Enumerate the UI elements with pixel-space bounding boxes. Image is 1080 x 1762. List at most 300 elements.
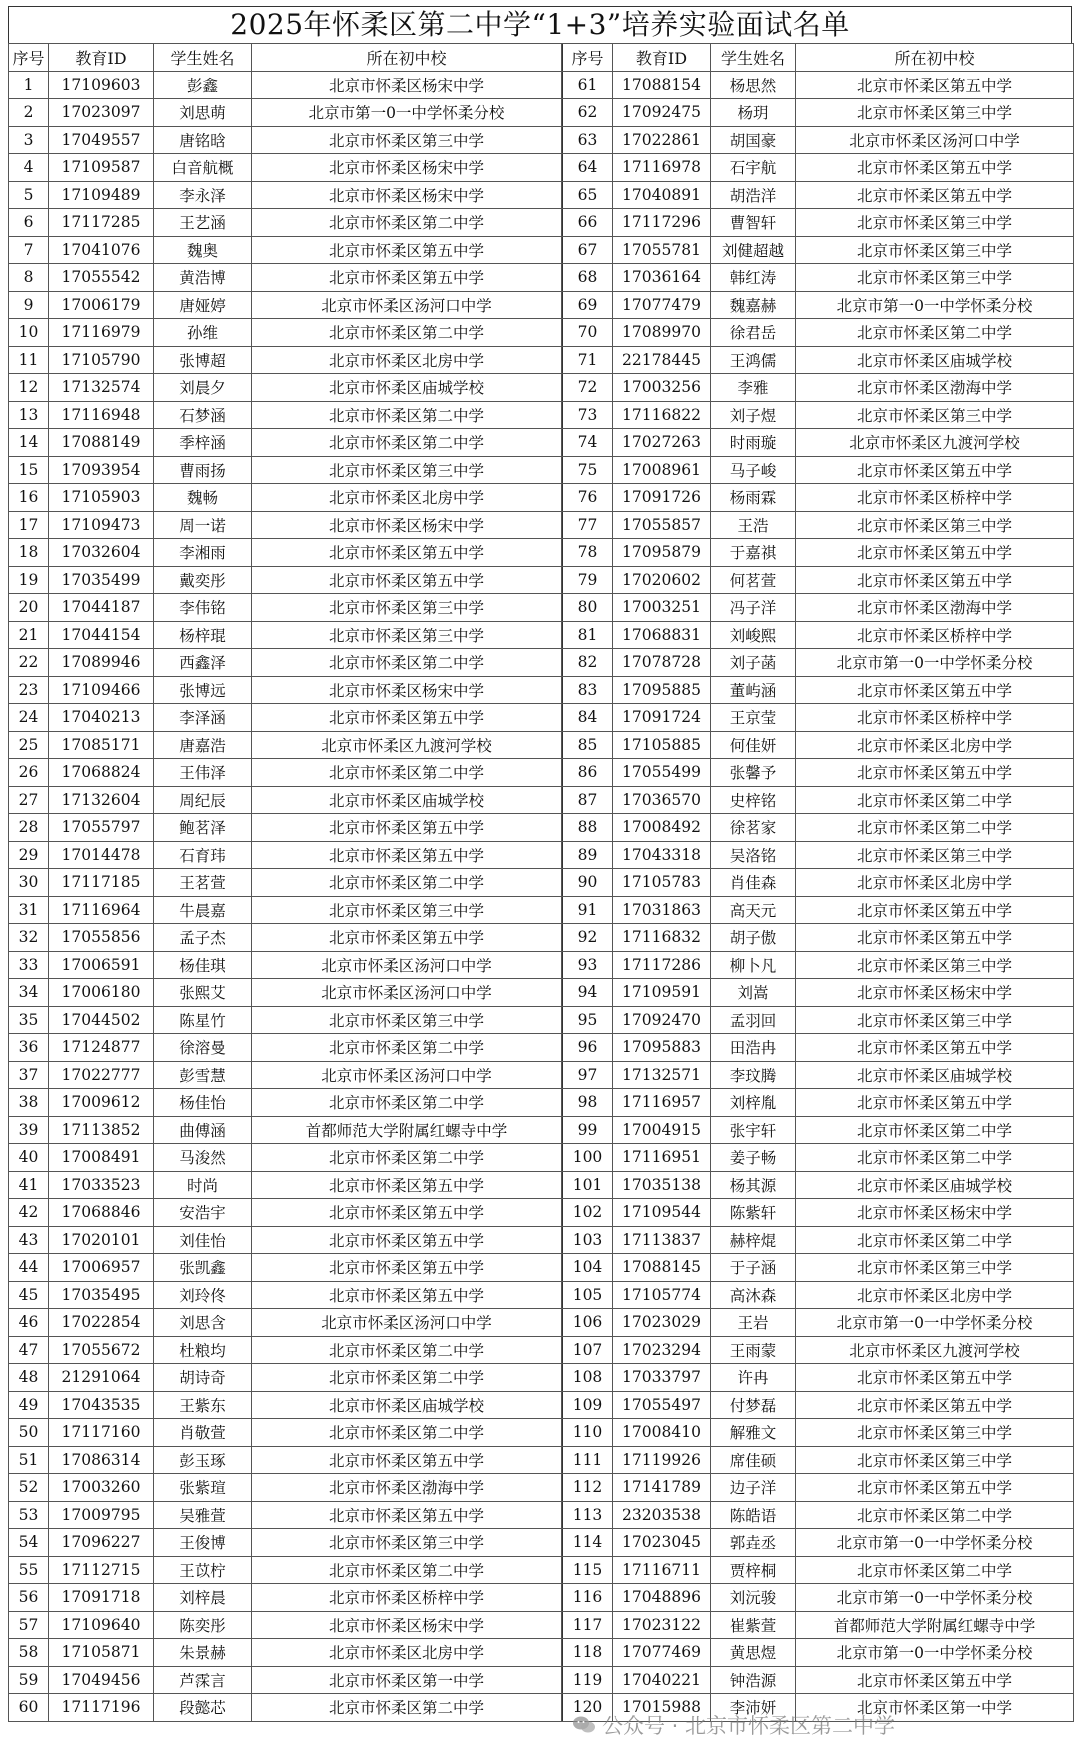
row-index: 107 bbox=[563, 1336, 613, 1364]
edu-id: 17006180 bbox=[49, 979, 154, 1007]
table-row bbox=[563, 484, 1074, 512]
table-row bbox=[9, 1089, 562, 1117]
edu-id: 17117286 bbox=[613, 951, 711, 979]
student-name: 孟子杰 bbox=[154, 924, 252, 952]
table-row bbox=[563, 511, 1074, 539]
table-row bbox=[9, 346, 562, 374]
edu-id: 17105783 bbox=[613, 869, 711, 897]
row-index: 74 bbox=[563, 429, 613, 457]
student-name: 孟羽回 bbox=[711, 1006, 796, 1034]
student-name: 张博远 bbox=[154, 676, 252, 704]
table-row bbox=[563, 841, 1074, 869]
row-index: 48 bbox=[9, 1364, 49, 1392]
school-name: 北京市怀柔区第五中学 bbox=[252, 539, 562, 567]
student-name: 黄思煜 bbox=[711, 1639, 796, 1667]
school-name: 北京市怀柔区第五中学 bbox=[252, 1446, 562, 1474]
student-name: 胡子傲 bbox=[711, 924, 796, 952]
table-row bbox=[563, 264, 1074, 292]
edu-id: 17116979 bbox=[49, 319, 154, 347]
table-row bbox=[9, 566, 562, 594]
student-name: 石育玮 bbox=[154, 841, 252, 869]
student-name: 席佳硕 bbox=[711, 1446, 796, 1474]
table-row bbox=[563, 814, 1074, 842]
table-row bbox=[563, 539, 1074, 567]
header-index: 序号 bbox=[9, 44, 49, 72]
table-row bbox=[9, 1666, 562, 1694]
school-name: 北京市怀柔区第五中学 bbox=[796, 1089, 1074, 1117]
edu-id: 17078728 bbox=[613, 649, 711, 677]
school-name: 北京市怀柔区第三中学 bbox=[796, 209, 1074, 237]
roster-table-left bbox=[8, 43, 562, 1722]
edu-id: 17006591 bbox=[49, 951, 154, 979]
student-name: 胡浩洋 bbox=[711, 181, 796, 209]
table-row bbox=[563, 374, 1074, 402]
school-name: 首都师范大学附属红螺寺中学 bbox=[796, 1611, 1074, 1639]
row-index: 79 bbox=[563, 566, 613, 594]
student-name: 杜粮均 bbox=[154, 1336, 252, 1364]
school-name: 北京市怀柔区第二中学 bbox=[252, 1419, 562, 1447]
school-name: 北京市怀柔区第五中学 bbox=[796, 1034, 1074, 1062]
table-row bbox=[563, 1254, 1074, 1282]
student-name: 郭垚丞 bbox=[711, 1529, 796, 1557]
table-row bbox=[563, 346, 1074, 374]
edu-id: 17132574 bbox=[49, 374, 154, 402]
edu-id: 17132571 bbox=[613, 1061, 711, 1089]
school-name: 北京市怀柔区第二中学 bbox=[252, 1364, 562, 1392]
row-index: 98 bbox=[563, 1089, 613, 1117]
student-name: 刘晨夕 bbox=[154, 374, 252, 402]
student-name: 李雅 bbox=[711, 374, 796, 402]
row-index: 120 bbox=[563, 1694, 613, 1722]
student-name: 史梓铭 bbox=[711, 786, 796, 814]
table-row bbox=[9, 1144, 562, 1172]
edu-id: 17095883 bbox=[613, 1034, 711, 1062]
school-name: 北京市怀柔区第三中学 bbox=[796, 1446, 1074, 1474]
student-name: 姜子畅 bbox=[711, 1144, 796, 1172]
school-name: 北京市怀柔区第五中学 bbox=[796, 154, 1074, 182]
table-row bbox=[563, 401, 1074, 429]
table-row bbox=[563, 1089, 1074, 1117]
table-row bbox=[9, 676, 562, 704]
school-name: 北京市第一0一中学怀柔分校 bbox=[796, 1309, 1074, 1337]
school-name: 北京市怀柔区第二中学 bbox=[796, 1144, 1074, 1172]
edu-id: 17109640 bbox=[49, 1611, 154, 1639]
edu-id: 17105774 bbox=[613, 1281, 711, 1309]
student-name: 陈皓语 bbox=[711, 1501, 796, 1529]
table-row bbox=[9, 539, 562, 567]
table-row bbox=[9, 786, 562, 814]
row-index: 96 bbox=[563, 1034, 613, 1062]
row-index: 115 bbox=[563, 1556, 613, 1584]
row-index: 103 bbox=[563, 1226, 613, 1254]
school-name: 北京市怀柔区第二中学 bbox=[796, 1501, 1074, 1529]
table-row bbox=[9, 979, 562, 1007]
edu-id: 17022854 bbox=[49, 1309, 154, 1337]
table-row bbox=[9, 1309, 562, 1337]
school-name: 北京市怀柔区第二中学 bbox=[252, 1089, 562, 1117]
row-index: 81 bbox=[563, 621, 613, 649]
student-name: 周纪辰 bbox=[154, 786, 252, 814]
student-name: 边子洋 bbox=[711, 1474, 796, 1502]
edu-id: 17023029 bbox=[613, 1309, 711, 1337]
student-name: 唐嘉浩 bbox=[154, 731, 252, 759]
school-name: 北京市怀柔区第二中学 bbox=[796, 786, 1074, 814]
school-name: 北京市怀柔区庙城学校 bbox=[252, 1391, 562, 1419]
edu-id: 17116957 bbox=[613, 1089, 711, 1117]
edu-id: 17033797 bbox=[613, 1364, 711, 1392]
edu-id: 17085171 bbox=[49, 731, 154, 759]
school-name: 北京市怀柔区第五中学 bbox=[796, 539, 1074, 567]
row-index: 45 bbox=[9, 1281, 49, 1309]
edu-id: 17055797 bbox=[49, 814, 154, 842]
table-row bbox=[9, 1419, 562, 1447]
row-index: 87 bbox=[563, 786, 613, 814]
student-name: 赫梓焜 bbox=[711, 1226, 796, 1254]
edu-id: 17035495 bbox=[49, 1281, 154, 1309]
school-name: 北京市怀柔区汤河口中学 bbox=[252, 1061, 562, 1089]
edu-id: 17124877 bbox=[49, 1034, 154, 1062]
school-name: 北京市第一0一中学怀柔分校 bbox=[252, 99, 562, 127]
row-index: 8 bbox=[9, 264, 49, 292]
edu-id: 17008961 bbox=[613, 456, 711, 484]
student-name: 刘梓胤 bbox=[711, 1089, 796, 1117]
row-index: 10 bbox=[9, 319, 49, 347]
student-name: 王伟泽 bbox=[154, 759, 252, 787]
school-name: 北京市怀柔区第五中学 bbox=[796, 759, 1074, 787]
row-index: 88 bbox=[563, 814, 613, 842]
edu-id: 17049557 bbox=[49, 126, 154, 154]
row-index: 104 bbox=[563, 1254, 613, 1282]
table-row bbox=[563, 126, 1074, 154]
edu-id: 17132604 bbox=[49, 786, 154, 814]
student-name: 陈紫轩 bbox=[711, 1199, 796, 1227]
student-name: 李泽涵 bbox=[154, 704, 252, 732]
student-name: 何茗萱 bbox=[711, 566, 796, 594]
row-index: 7 bbox=[9, 236, 49, 264]
edu-id: 17044502 bbox=[49, 1006, 154, 1034]
edu-id: 17109466 bbox=[49, 676, 154, 704]
school-name: 北京市怀柔区渤海中学 bbox=[252, 1474, 562, 1502]
row-index: 82 bbox=[563, 649, 613, 677]
school-name: 北京市怀柔区庙城学校 bbox=[796, 1061, 1074, 1089]
school-name: 北京市怀柔区第二中学 bbox=[252, 401, 562, 429]
student-name: 于嘉祺 bbox=[711, 539, 796, 567]
table-row bbox=[563, 1199, 1074, 1227]
school-name: 北京市怀柔区第一中学 bbox=[252, 1666, 562, 1694]
school-name: 北京市怀柔区杨宋中学 bbox=[252, 676, 562, 704]
row-index: 53 bbox=[9, 1501, 49, 1529]
row-index: 47 bbox=[9, 1336, 49, 1364]
student-name: 杨佳琪 bbox=[154, 951, 252, 979]
student-name: 王京莹 bbox=[711, 704, 796, 732]
table-row bbox=[563, 319, 1074, 347]
row-index: 30 bbox=[9, 869, 49, 897]
table-row bbox=[9, 126, 562, 154]
row-index: 89 bbox=[563, 841, 613, 869]
row-index: 43 bbox=[9, 1226, 49, 1254]
school-name: 北京市怀柔区第五中学 bbox=[252, 1254, 562, 1282]
student-name: 唐娅婷 bbox=[154, 291, 252, 319]
edu-id: 17033523 bbox=[49, 1171, 154, 1199]
edu-id: 17040221 bbox=[613, 1666, 711, 1694]
student-name: 李玟腾 bbox=[711, 1061, 796, 1089]
table-row bbox=[9, 1611, 562, 1639]
row-index: 32 bbox=[9, 924, 49, 952]
edu-id: 17055497 bbox=[613, 1391, 711, 1419]
student-name: 刘沅骏 bbox=[711, 1584, 796, 1612]
edu-id: 17141789 bbox=[613, 1474, 711, 1502]
row-index: 46 bbox=[9, 1309, 49, 1337]
edu-id: 21291064 bbox=[49, 1364, 154, 1392]
row-index: 59 bbox=[9, 1666, 49, 1694]
row-index: 15 bbox=[9, 456, 49, 484]
edu-id: 17015988 bbox=[613, 1694, 711, 1722]
edu-id: 17055499 bbox=[613, 759, 711, 787]
student-name: 芦霂言 bbox=[154, 1666, 252, 1694]
table-row bbox=[9, 71, 562, 99]
school-name: 北京市怀柔区第五中学 bbox=[796, 924, 1074, 952]
student-name: 白音航概 bbox=[154, 154, 252, 182]
student-name: 刘峻熙 bbox=[711, 621, 796, 649]
table-row bbox=[563, 979, 1074, 1007]
student-name: 曹雨扬 bbox=[154, 456, 252, 484]
table-row bbox=[9, 731, 562, 759]
student-name: 徐君岳 bbox=[711, 319, 796, 347]
edu-id: 17006957 bbox=[49, 1254, 154, 1282]
school-name: 北京市怀柔区第三中学 bbox=[796, 951, 1074, 979]
student-name: 冯子洋 bbox=[711, 594, 796, 622]
table-row bbox=[9, 1226, 562, 1254]
table-row bbox=[563, 1336, 1074, 1364]
table-row bbox=[9, 154, 562, 182]
school-name: 北京市怀柔区第二中学 bbox=[252, 759, 562, 787]
edu-id: 17091726 bbox=[613, 484, 711, 512]
row-index: 110 bbox=[563, 1419, 613, 1447]
row-index: 99 bbox=[563, 1116, 613, 1144]
page-title: 2025年怀柔区第二中学“1+3”培养实验面试名单 bbox=[8, 6, 1072, 43]
school-name: 北京市怀柔区第五中学 bbox=[252, 1281, 562, 1309]
row-index: 36 bbox=[9, 1034, 49, 1062]
edu-id: 17117196 bbox=[49, 1694, 154, 1722]
edu-id: 17055856 bbox=[49, 924, 154, 952]
school-name: 北京市怀柔区汤河口中学 bbox=[252, 979, 562, 1007]
edu-id: 17040213 bbox=[49, 704, 154, 732]
table-row bbox=[563, 1694, 1074, 1722]
school-name: 北京市怀柔区第二中学 bbox=[252, 869, 562, 897]
school-name: 北京市第一0一中学怀柔分校 bbox=[796, 649, 1074, 677]
student-name: 刘思含 bbox=[154, 1309, 252, 1337]
edu-id: 17086314 bbox=[49, 1446, 154, 1474]
school-name: 北京市怀柔区第三中学 bbox=[796, 1006, 1074, 1034]
roster-sheet bbox=[8, 6, 1072, 1722]
table-row bbox=[563, 1556, 1074, 1584]
table-row bbox=[563, 594, 1074, 622]
header-edu-id: 教育ID bbox=[613, 44, 711, 72]
table-row bbox=[563, 621, 1074, 649]
edu-id: 17109587 bbox=[49, 154, 154, 182]
edu-id: 17089946 bbox=[49, 649, 154, 677]
row-index: 57 bbox=[9, 1611, 49, 1639]
row-index: 63 bbox=[563, 126, 613, 154]
row-index: 34 bbox=[9, 979, 49, 1007]
school-name: 北京市怀柔区第五中学 bbox=[796, 566, 1074, 594]
student-name: 刘嵩 bbox=[711, 979, 796, 1007]
school-name: 北京市怀柔区桥梓中学 bbox=[796, 484, 1074, 512]
school-name: 北京市怀柔区第二中学 bbox=[252, 649, 562, 677]
table-row bbox=[563, 456, 1074, 484]
row-index: 116 bbox=[563, 1584, 613, 1612]
table-row bbox=[563, 1226, 1074, 1254]
student-name: 牛晨嘉 bbox=[154, 896, 252, 924]
table-row bbox=[563, 896, 1074, 924]
row-index: 51 bbox=[9, 1446, 49, 1474]
student-name: 杨其源 bbox=[711, 1171, 796, 1199]
school-name: 北京市怀柔区第三中学 bbox=[796, 264, 1074, 292]
row-index: 112 bbox=[563, 1474, 613, 1502]
student-name: 杨佳怡 bbox=[154, 1089, 252, 1117]
school-name: 北京市怀柔区杨宋中学 bbox=[252, 1611, 562, 1639]
row-index: 17 bbox=[9, 511, 49, 539]
student-name: 王俊博 bbox=[154, 1529, 252, 1557]
edu-id: 17092475 bbox=[613, 99, 711, 127]
student-name: 魏嘉赫 bbox=[711, 291, 796, 319]
row-index: 58 bbox=[9, 1639, 49, 1667]
student-name: 王鸿儒 bbox=[711, 346, 796, 374]
row-index: 4 bbox=[9, 154, 49, 182]
school-name: 北京市怀柔区第三中学 bbox=[252, 1529, 562, 1557]
school-name: 北京市怀柔区渤海中学 bbox=[796, 594, 1074, 622]
school-name: 北京市怀柔区杨宋中学 bbox=[252, 511, 562, 539]
row-index: 5 bbox=[9, 181, 49, 209]
school-name: 北京市怀柔区庙城学校 bbox=[796, 1171, 1074, 1199]
student-name: 张紫瑄 bbox=[154, 1474, 252, 1502]
student-name: 鲍茗泽 bbox=[154, 814, 252, 842]
school-name: 北京市第一0一中学怀柔分校 bbox=[796, 291, 1074, 319]
student-name: 解雅文 bbox=[711, 1419, 796, 1447]
table-row bbox=[9, 841, 562, 869]
edu-id: 17093954 bbox=[49, 456, 154, 484]
row-index: 75 bbox=[563, 456, 613, 484]
table-row bbox=[563, 429, 1074, 457]
row-index: 24 bbox=[9, 704, 49, 732]
edu-id: 17031863 bbox=[613, 896, 711, 924]
row-index: 108 bbox=[563, 1364, 613, 1392]
edu-id: 17043318 bbox=[613, 841, 711, 869]
table-row bbox=[9, 704, 562, 732]
school-name: 北京市怀柔区第五中学 bbox=[796, 1391, 1074, 1419]
student-name: 胡国豪 bbox=[711, 126, 796, 154]
student-name: 李永泽 bbox=[154, 181, 252, 209]
student-name: 曲傅涵 bbox=[154, 1116, 252, 1144]
row-index: 14 bbox=[9, 429, 49, 457]
edu-id: 17117185 bbox=[49, 869, 154, 897]
student-name: 彭雪慧 bbox=[154, 1061, 252, 1089]
school-name: 北京市怀柔区第二中学 bbox=[796, 1556, 1074, 1584]
edu-id: 17043535 bbox=[49, 1391, 154, 1419]
student-name: 付梦磊 bbox=[711, 1391, 796, 1419]
edu-id: 17088145 bbox=[613, 1254, 711, 1282]
table-row bbox=[563, 1419, 1074, 1447]
school-name: 北京市怀柔区第五中学 bbox=[252, 704, 562, 732]
edu-id: 17055857 bbox=[613, 511, 711, 539]
student-name: 张熙艾 bbox=[154, 979, 252, 1007]
row-index: 101 bbox=[563, 1171, 613, 1199]
edu-id: 17109591 bbox=[613, 979, 711, 1007]
table-row bbox=[563, 1116, 1074, 1144]
table-row bbox=[9, 1446, 562, 1474]
school-name: 北京市怀柔区汤河口中学 bbox=[252, 291, 562, 319]
edu-id: 23203538 bbox=[613, 1501, 711, 1529]
row-index: 52 bbox=[9, 1474, 49, 1502]
school-name: 北京市怀柔区北房中学 bbox=[796, 869, 1074, 897]
student-name: 马浚然 bbox=[154, 1144, 252, 1172]
table-row bbox=[563, 1391, 1074, 1419]
row-index: 29 bbox=[9, 841, 49, 869]
table-row bbox=[9, 1034, 562, 1062]
table-row bbox=[563, 1281, 1074, 1309]
school-name: 北京市怀柔区第二中学 bbox=[252, 1034, 562, 1062]
student-name: 彭鑫 bbox=[154, 71, 252, 99]
edu-id: 17091724 bbox=[613, 704, 711, 732]
table-row bbox=[563, 1006, 1074, 1034]
row-index: 92 bbox=[563, 924, 613, 952]
student-name: 钟浩源 bbox=[711, 1666, 796, 1694]
row-index: 100 bbox=[563, 1144, 613, 1172]
edu-id: 17049456 bbox=[49, 1666, 154, 1694]
row-index: 26 bbox=[9, 759, 49, 787]
row-index: 22 bbox=[9, 649, 49, 677]
table-row bbox=[563, 1611, 1074, 1639]
student-name: 肖敬萱 bbox=[154, 1419, 252, 1447]
edu-id: 17004915 bbox=[613, 1116, 711, 1144]
school-name: 北京市怀柔区第二中学 bbox=[796, 1226, 1074, 1254]
school-name: 北京市怀柔区第二中学 bbox=[252, 1694, 562, 1722]
student-name: 胡诗奇 bbox=[154, 1364, 252, 1392]
student-name: 戴奕彤 bbox=[154, 566, 252, 594]
row-index: 83 bbox=[563, 676, 613, 704]
student-name: 李沛妍 bbox=[711, 1694, 796, 1722]
edu-id: 17088154 bbox=[613, 71, 711, 99]
row-index: 72 bbox=[563, 374, 613, 402]
school-name: 北京市怀柔区汤河口中学 bbox=[796, 126, 1074, 154]
table-row bbox=[9, 209, 562, 237]
edu-id: 17014478 bbox=[49, 841, 154, 869]
edu-id: 17008410 bbox=[613, 1419, 711, 1447]
row-index: 70 bbox=[563, 319, 613, 347]
school-name: 北京市怀柔区杨宋中学 bbox=[796, 1199, 1074, 1227]
edu-id: 17009612 bbox=[49, 1089, 154, 1117]
school-name: 北京市怀柔区第五中学 bbox=[252, 1171, 562, 1199]
student-name: 杨雨霖 bbox=[711, 484, 796, 512]
table-row bbox=[9, 759, 562, 787]
row-index: 84 bbox=[563, 704, 613, 732]
row-index: 69 bbox=[563, 291, 613, 319]
row-index: 38 bbox=[9, 1089, 49, 1117]
row-index: 11 bbox=[9, 346, 49, 374]
student-name: 吴雅萱 bbox=[154, 1501, 252, 1529]
table-row bbox=[9, 1639, 562, 1667]
row-index: 55 bbox=[9, 1556, 49, 1584]
student-name: 张凯鑫 bbox=[154, 1254, 252, 1282]
edu-id: 17117285 bbox=[49, 209, 154, 237]
student-name: 田浩冉 bbox=[711, 1034, 796, 1062]
table-row bbox=[9, 319, 562, 347]
student-name: 周一诺 bbox=[154, 511, 252, 539]
row-index: 40 bbox=[9, 1144, 49, 1172]
school-name: 北京市怀柔区第五中学 bbox=[252, 1226, 562, 1254]
row-index: 80 bbox=[563, 594, 613, 622]
school-name: 北京市怀柔区第五中学 bbox=[796, 1364, 1074, 1392]
